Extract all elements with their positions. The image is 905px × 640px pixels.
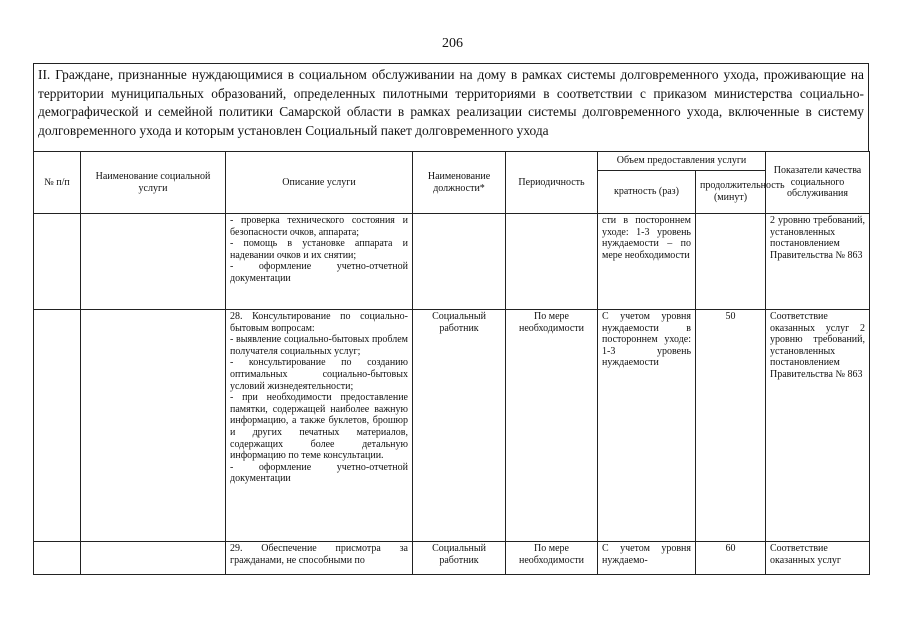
cell-periodicity	[506, 214, 598, 310]
cell-position: Социальный работник	[413, 310, 506, 542]
cell-quality: Соответствие оказанных услуг 2 уровню требований, установленных постановлением Правительства № 863	[766, 310, 870, 542]
description-line: - оформление учетно-отчетной документации	[230, 461, 408, 485]
header-position: Наименование должности*	[413, 152, 506, 214]
header-description: Описание услуги	[226, 152, 413, 214]
header-periodicity: Периодичность	[506, 152, 598, 214]
cell-quality: Соответствие оказанных услуг	[766, 542, 870, 575]
cell-num	[34, 310, 81, 542]
cell-description	[226, 542, 413, 575]
cell-num	[34, 214, 81, 310]
cell-description	[226, 214, 413, 310]
cell-periodicity: По мере необходимости	[506, 542, 598, 575]
description-line: - проверка технического состояния и безопасности очков, аппарата;	[230, 215, 408, 238]
header-duration: продолжительность (минут)	[696, 171, 766, 214]
cell-frequency: С учетом уровня нуждаемо-	[598, 542, 696, 575]
description-line: - оформление учетно-отчетной документации	[230, 261, 408, 284]
table-row	[34, 214, 870, 310]
table-row	[34, 542, 870, 575]
cell-service-name	[81, 310, 226, 542]
header-num: № п/п	[34, 152, 81, 214]
cell-duration: 60	[696, 542, 766, 575]
cell-frequency: С учетом уровня нуждаемости в постороннем уходе: 1-3 уровень нуждаемости	[598, 310, 696, 542]
header-frequency: кратность (раз)	[598, 171, 696, 214]
cell-frequency: сти в постороннем уходе: 1-3 уровень нуждаемости – по мере необходимости	[598, 214, 696, 310]
description-line: - помощь в установке аппарата и надевании очков и их снятии;	[230, 238, 408, 261]
cell-position: Социальный работник	[413, 542, 506, 575]
description-line: - выявление социально-бытовых проблем получателя социальных услуг;	[230, 334, 408, 357]
table-header-row	[34, 152, 870, 171]
header-volume: Объем предоставления услуги	[598, 152, 766, 171]
description-line: - при необходимости предоставление памятки, содержащей наиболее важную информацию, а также буклетов, брошюр и других печатных материалов, содержащих более детальную информацию по теме консультации.	[230, 392, 408, 462]
header-service-name: Наименование социальной услуги	[81, 152, 226, 214]
cell-periodicity: По мере необходимости	[506, 310, 598, 542]
cell-position	[413, 214, 506, 310]
cell-description	[226, 310, 413, 542]
services-section	[33, 63, 869, 574]
description-line: 28. Консультирование по социально-бытовым вопросам:	[230, 311, 408, 334]
description-line: 29. Обеспечение присмотра за гражданами, не способными по	[230, 543, 408, 566]
page-number: 206	[442, 36, 463, 51]
cell-num	[34, 542, 81, 575]
cell-duration	[696, 214, 766, 310]
services-table	[33, 151, 870, 575]
cell-duration: 50	[696, 310, 766, 542]
cell-service-name	[81, 214, 226, 310]
table-row	[34, 310, 870, 542]
description-line: - консультирование по созданию оптимальных социально-бытовых условий жизнедеятельности;	[230, 357, 408, 392]
section-title: II. Граждане, признанные нуждающимися в социальном обслуживании на дому в рамках системы долговременного ухода, проживающие на территории муниципальных образований, определенных пилотными территориями в соответствии с приказом министерства социально-демографической и семейной политики Самарской области в рамках реализации системы долговременного ухода, включенные в систему долговременного ухода и которым установлен Социальный пакет долговременного ухода	[33, 63, 869, 151]
cell-service-name	[81, 542, 226, 575]
header-quality: Показатели качества социального обслуживания	[766, 152, 870, 214]
cell-quality: 2 уровню требований, установленных постановлением Правительства № 863	[766, 214, 870, 310]
